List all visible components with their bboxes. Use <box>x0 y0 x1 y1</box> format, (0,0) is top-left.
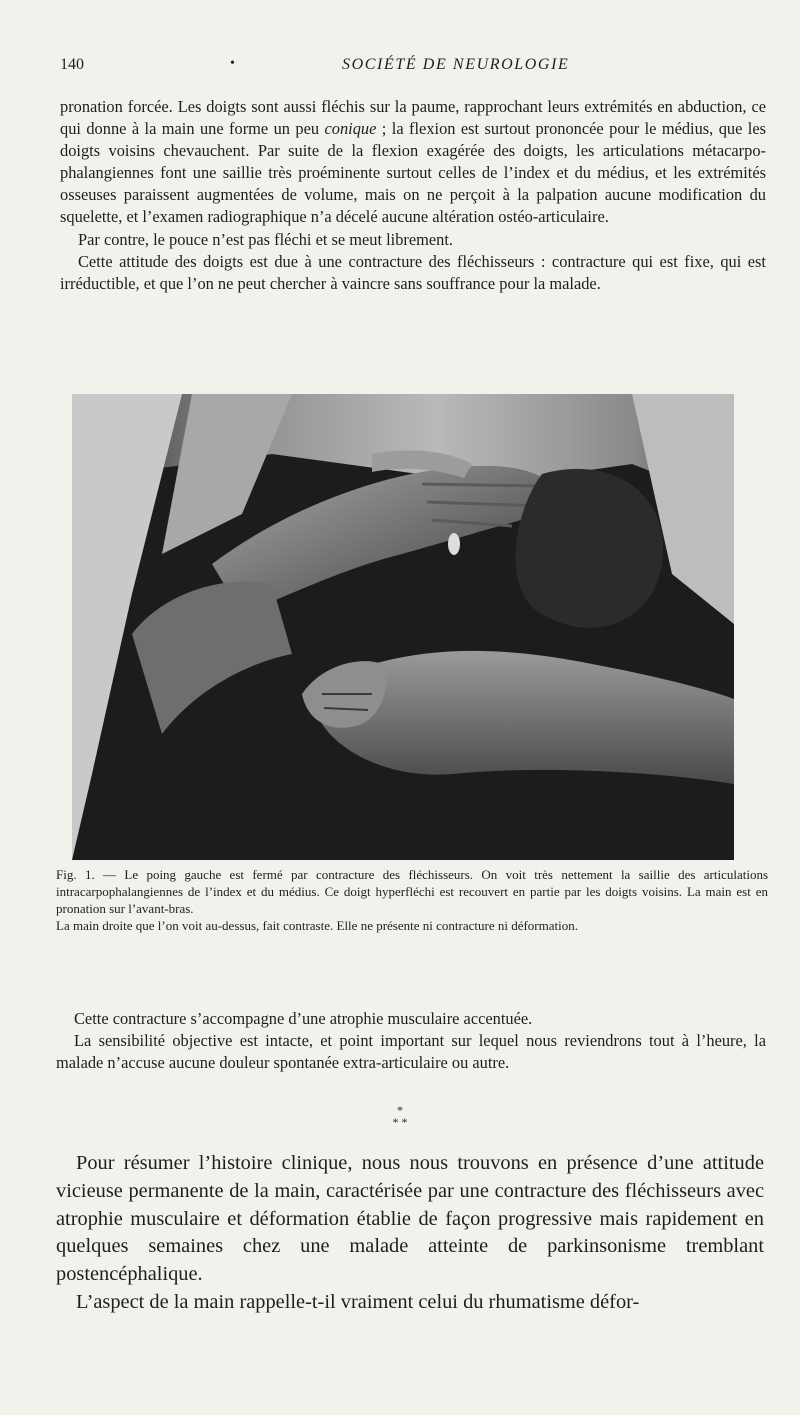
paragraph-summary: Pour résumer l’histoire clinique, nous nous trouvons en présence d’une attitude vicieuse permanente de la main, caractérisée par une contracture des fléchisseurs avec atrophie musculaire et déformation établie de façon progressive mais rapidement en quelques semaines chez une malade atteinte de parkinsonisme tremblant postencéphalique. <box>56 1152 764 1286</box>
paragraph-text: pronation forcée. Les doigts sont aussi fléchis sur la paume, rapprochant leurs extrémités en abduction, ce qui donne à la main une forme un peu <box>60 97 766 139</box>
paragraph-thumb: Par contre, le pouce n’est pas fléchi et se meut librement. <box>78 229 454 249</box>
photo-hands-illustration <box>72 394 734 860</box>
top-text-block <box>60 96 766 295</box>
paragraph-sensibility: La sensibilité objective est intacte, et point important sur lequel nous reviendrons tout à l’heure, la malade n’accuse aucune douleur spontanée extra-articulaire ou autre. <box>56 1031 766 1072</box>
bottom-text-block <box>56 1150 764 1317</box>
clinical-photograph <box>72 394 734 860</box>
paragraph-atrophy: Cette contracture s’accompagne d’une atrophie musculaire accentuée. <box>74 1009 533 1028</box>
running-header <box>60 56 750 80</box>
separator-star-top: * <box>397 1103 403 1117</box>
caption-line-2: La main droite que l’on voit au-dessus, fait contraste. Elle ne présente ni contracture ni déformation. <box>56 918 578 933</box>
caption-line-1: Fig. 1. — Le poing gauche est fermé par contracture des fléchisseurs. On voit très nettement la saillie des articulations intracarpophalangiennes de l’index et du médius. Ce doigt hyperfléchi est recouvert en partie par les doigts voisins. La main est en pronation sur l’avant-bras. <box>56 867 768 916</box>
separator-stars-bottom: * * <box>392 1115 408 1129</box>
paragraph-text: ; la flexion est surtout prononcée pour le médius, que les doigts voisins chevauchent. Par suite de la flexion exagérée des doigts, les articulations métacarpo-phalangiennes font une saillie très proéminente surtout celles de l’index et du médius, et les extrémités osseuses paraissent augmentées de volume, mais on ne perçoit à la palpation aucune modification du squelette, et l’examen radiographique n’a décelé aucune altération ostéo-articulaire. <box>60 119 766 227</box>
page-number: 140 <box>60 56 84 73</box>
paragraph-contracture: Cette attitude des doigts est due à une contracture des fléchisseurs : contracture qui est fixe, qui est irréductible, et que l’on ne peut chercher à vaincre sans souffrance pour la malade. <box>60 251 766 293</box>
running-title: SOCIÉTÉ DE NEUROLOGIE <box>342 56 570 73</box>
header-bullet: • <box>230 56 235 71</box>
middle-text-block <box>56 1008 766 1074</box>
figure-caption <box>56 866 768 934</box>
section-separator <box>380 1104 420 1134</box>
paragraph-aspect: L’aspect de la main rappelle-t-il vraiment celui du rhumatisme défor- <box>76 1290 640 1313</box>
italic-word: conique <box>324 119 377 139</box>
paragraph-pronation <box>60 96 766 229</box>
